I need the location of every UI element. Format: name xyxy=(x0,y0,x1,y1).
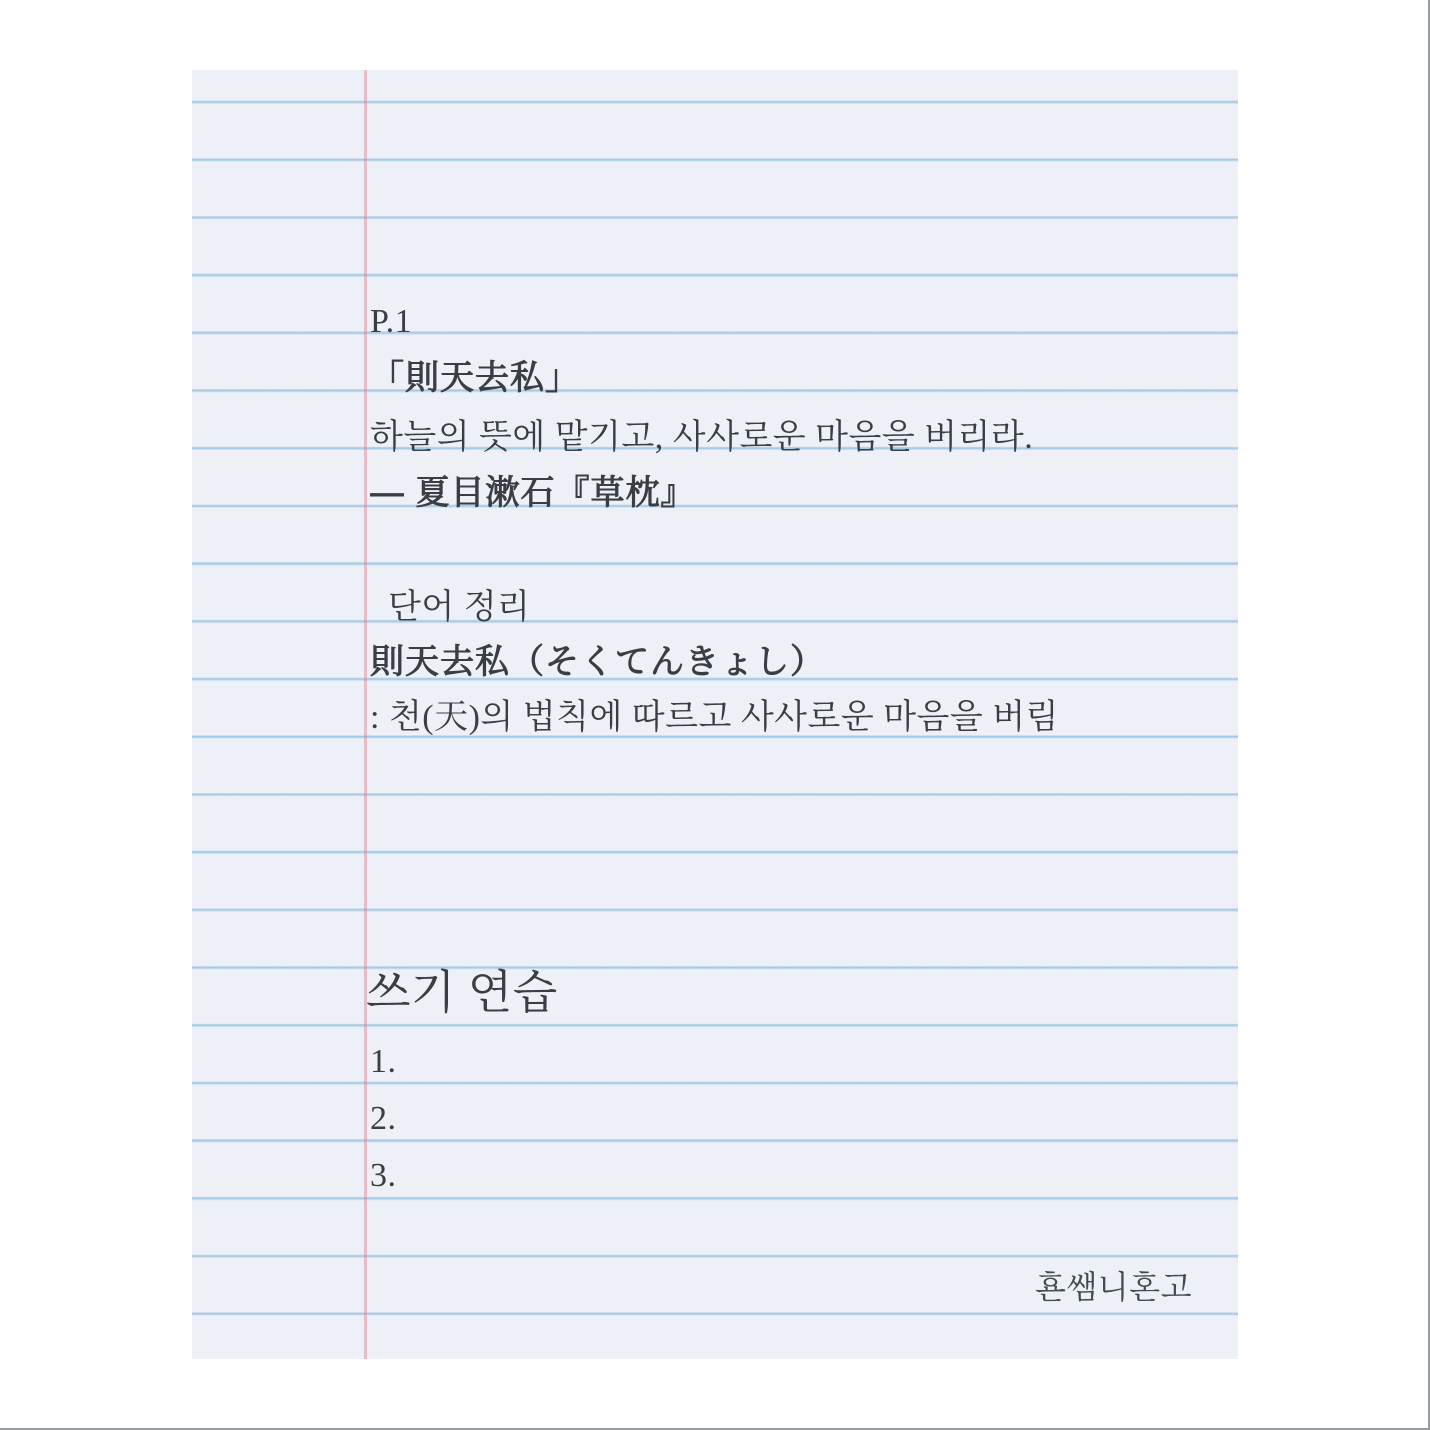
vocab-definition: : 천(天)의 법칙에 따르고 사사로운 마음을 버림 xyxy=(370,699,1059,736)
quote-translation: 하늘의 뜻에 맡기고, 사사로운 마음을 버리라. xyxy=(370,419,1034,456)
vocab-section-header: 단어 정리 xyxy=(388,589,531,626)
practice-item-2: 2. xyxy=(370,1100,397,1137)
vocab-term: 則天去私（そくてんきょし） xyxy=(370,643,825,681)
signature: 횬쌤니혼고 xyxy=(1034,1269,1192,1305)
practice-section-header: 쓰기 연습 xyxy=(366,967,558,1018)
quote-title: 「則天去私」 xyxy=(370,359,580,397)
quote-attribution: — 夏目漱石『草枕』 xyxy=(370,474,696,512)
practice-item-1: 1. xyxy=(370,1043,397,1080)
practice-item-3: 3. xyxy=(370,1157,397,1194)
page-number-label: P.1 xyxy=(370,303,413,340)
notebook-page xyxy=(192,70,1238,1359)
margin-rule-line xyxy=(364,70,367,1359)
